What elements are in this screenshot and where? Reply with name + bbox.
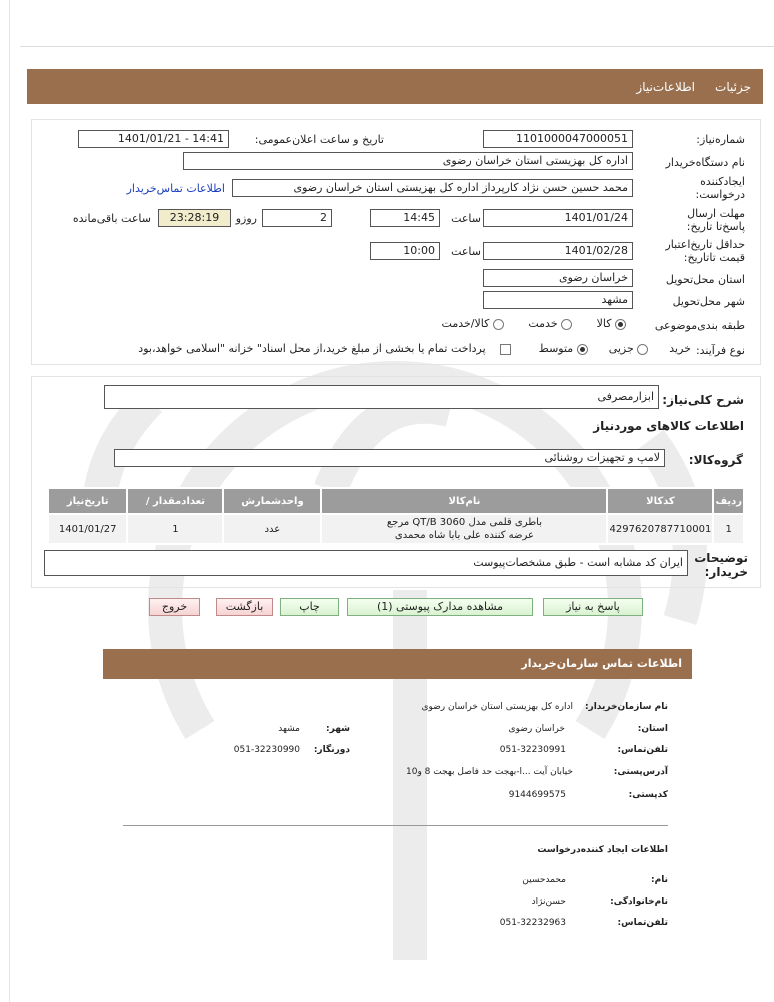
creator-name-label: نام: bbox=[651, 875, 668, 885]
process-medium-label: متوسط bbox=[538, 342, 574, 355]
days-label: روزو bbox=[235, 212, 257, 225]
contact-address-label: آدرس‌پستی: bbox=[613, 767, 668, 777]
contact-phone-label: تلفن‌تماس: bbox=[617, 745, 668, 755]
creator-info-title: اطلاعات ایجاد کننده‌درخواست bbox=[537, 845, 668, 855]
process-option-small[interactable] bbox=[609, 342, 649, 355]
header-bar bbox=[27, 69, 763, 104]
province-field: خراسان رضوی bbox=[483, 269, 633, 287]
validity-time-field: 10:00 bbox=[370, 242, 440, 260]
category-option-goods[interactable] bbox=[597, 317, 626, 330]
category-option-both[interactable] bbox=[442, 317, 504, 330]
col-qty: تعدادمقدار / bbox=[127, 488, 223, 514]
days-field: 2 bbox=[262, 209, 332, 227]
row-unit: عدد bbox=[223, 514, 321, 544]
table-row bbox=[48, 514, 744, 544]
col-code: کدکالا bbox=[607, 488, 713, 514]
row-date: 1401/01/27 bbox=[48, 514, 127, 544]
contact-city-label: شهر: bbox=[326, 724, 350, 734]
need-number-field: 1101000047000051 bbox=[483, 130, 633, 148]
buyer-contact-link[interactable]: اطلاعات تماس‌خریدار bbox=[126, 182, 225, 195]
row-code: 4297620787710001 bbox=[607, 514, 713, 544]
col-name: نام‌کالا bbox=[321, 488, 607, 514]
category-label: طبقه بندی‌موضوعی bbox=[654, 319, 745, 332]
process-label: نوع فرآیند: bbox=[695, 344, 745, 357]
general-desc-field: ابزارمصرفی bbox=[104, 385, 659, 409]
radio-icon bbox=[493, 319, 504, 330]
announce-label: تاریخ و ساعت اعلان‌عمومی: bbox=[254, 133, 384, 146]
contact-header-bar bbox=[103, 649, 692, 679]
table-header-row bbox=[48, 488, 744, 514]
contact-province-value: خراسان رضوی bbox=[508, 724, 565, 734]
validity-date-field: 1401/02/28 bbox=[483, 242, 633, 260]
goods-info-title: اطلاعات کالاهای موردنیاز bbox=[593, 419, 744, 433]
row-name-line1: باطری قلمی مدل QT/B 3060 مرجع bbox=[386, 517, 543, 528]
process-row bbox=[138, 342, 691, 355]
buyer-org-label: نام دستگاه‌خریدار bbox=[665, 156, 745, 169]
row-name-line2: عرضه کننده علی بابا شاه محمدی bbox=[394, 530, 534, 541]
deadline-time-field: 14:45 bbox=[370, 209, 440, 227]
province-label: استان محل‌تحویل bbox=[665, 273, 745, 286]
goods-group-label: گروه‌کالا: bbox=[688, 453, 743, 467]
details-link[interactable]: جزئیات bbox=[715, 80, 751, 94]
page-title: اطلاعات‌نیاز bbox=[636, 80, 695, 94]
creator-phone-label: تلفن‌تماس: bbox=[617, 918, 668, 928]
contact-postal-label: کدپستی: bbox=[628, 790, 668, 800]
validity-time-label: ساعت bbox=[451, 245, 481, 258]
contact-province-label: استان: bbox=[637, 724, 668, 734]
remaining-time-field: 23:28:19 bbox=[158, 209, 231, 227]
exit-button[interactable]: خروج bbox=[149, 598, 200, 616]
deadline-label: مهلت ارسال پاسخ‌تا تاریخ: bbox=[686, 207, 745, 233]
row-index: 1 bbox=[713, 514, 744, 544]
remaining-label: ساعت باقی‌مانده bbox=[72, 212, 151, 225]
city-field: مشهد bbox=[483, 291, 633, 309]
buyer-org-field: اداره کل بهزیستی استان خراسان رضوی bbox=[183, 152, 633, 170]
col-date: تاریخ‌نیاز bbox=[48, 488, 127, 514]
radio-icon bbox=[561, 319, 572, 330]
need-number-label: شماره‌نیاز: bbox=[696, 133, 745, 146]
buyer-notes-field: ایران کد مشابه است - طبق مشخصات‌پیوست bbox=[44, 550, 688, 576]
radio-icon bbox=[577, 344, 588, 355]
category-both-label: کالا/خدمت bbox=[441, 317, 490, 330]
contact-org-value: اداره کل بهزیستی استان خراسان رضوی bbox=[421, 702, 573, 712]
col-index: ردیف bbox=[713, 488, 744, 514]
attachments-button[interactable]: مشاهده مدارک پیوستی (1) bbox=[347, 598, 533, 616]
announce-field: 1401/01/21 - 14:41 bbox=[78, 130, 229, 148]
row-name bbox=[321, 514, 607, 544]
contact-fax-value: 051-32230990 bbox=[233, 745, 300, 755]
radio-icon bbox=[637, 344, 648, 355]
contact-address-value: خیابان آیت ...ا-بهجت حد فاصل بهجت 8 و10 bbox=[405, 767, 573, 777]
creator-family-value: حسن‌نژاد bbox=[531, 897, 566, 907]
category-service-label: خدمت bbox=[528, 317, 558, 330]
category-goods-label: کالا bbox=[596, 317, 612, 330]
process-small-label: جزیی bbox=[608, 342, 634, 355]
row-qty: 1 bbox=[127, 514, 223, 544]
col-unit: واحدشمارش bbox=[223, 488, 321, 514]
contact-fax-label: دورنگار: bbox=[313, 745, 350, 755]
deadline-time-label: ساعت bbox=[451, 212, 481, 225]
creator-label: ایجادکننده درخواست: bbox=[695, 175, 745, 201]
reply-button[interactable]: پاسخ به نیاز bbox=[543, 598, 643, 616]
watermark-logo bbox=[30, 260, 730, 1000]
process-buy-label: خرید bbox=[669, 342, 691, 355]
creator-phone-value: 051-32232963 bbox=[499, 918, 566, 928]
goods-table bbox=[47, 487, 745, 545]
print-button[interactable]: چاپ bbox=[280, 598, 339, 616]
process-option-medium[interactable] bbox=[539, 342, 588, 355]
general-desc-label: شرح کلی‌نیاز: bbox=[662, 393, 744, 407]
contact-city-value: مشهد bbox=[278, 724, 300, 734]
contact-postal-value: 9144699575 bbox=[508, 790, 566, 800]
creator-field: محمد حسین حسن نژاد کارپرداز اداره کل بهزیستی استان خراسان رضوی bbox=[232, 179, 633, 197]
payment-checkbox[interactable] bbox=[500, 344, 511, 355]
validity-label: حداقل تاریخ‌اعتبار قیمت تا‌تاریخ: bbox=[665, 238, 745, 264]
buyer-notes-label: توضیحات خریدار: bbox=[694, 551, 748, 579]
contact-title: اطلاعات تماس سازمان‌خریدار bbox=[521, 657, 682, 670]
left-vertical-line bbox=[9, 0, 10, 1002]
category-radio-group bbox=[442, 317, 626, 330]
contact-divider bbox=[123, 825, 668, 826]
goods-group-field: لامپ و تجهیزات روشنائی bbox=[114, 449, 665, 467]
back-button[interactable]: بازگشت bbox=[216, 598, 273, 616]
creator-family-label: نام‌خانوادگی: bbox=[610, 897, 668, 907]
top-divider bbox=[20, 46, 774, 47]
deadline-date-field: 1401/01/24 bbox=[483, 209, 633, 227]
contact-phone-value: 051-32230991 bbox=[499, 745, 566, 755]
creator-name-value: محمدحسین bbox=[522, 875, 566, 885]
radio-icon bbox=[615, 319, 626, 330]
category-option-service[interactable] bbox=[528, 317, 572, 330]
payment-note: پرداخت تمام یا بخشی از مبلغ خرید،از محل اسناد" خزانه "اسلامی خواهد،بود bbox=[138, 342, 486, 355]
contact-org-label: نام سازمان‌خریدار: bbox=[584, 702, 668, 712]
city-label: شهر محل‌تحویل bbox=[672, 295, 745, 308]
